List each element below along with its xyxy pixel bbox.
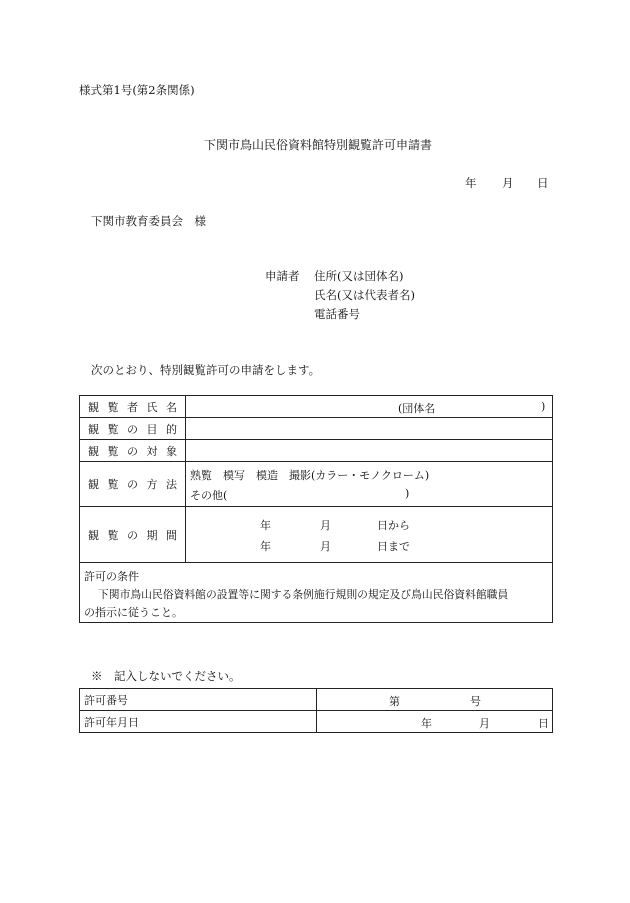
group-name-close: ) [541, 400, 546, 413]
addressee: 下関市教育委員会 様 [91, 214, 206, 228]
date-day: 日 [537, 176, 549, 190]
method-label: 観覧の方法 [80, 462, 186, 507]
permit-go: 号 [470, 695, 481, 708]
method-options: 熟覧 模写 模造 撮影(カラー・モノクローム) [190, 469, 430, 482]
applicant-name: 氏名(又は代表者名) [314, 288, 415, 302]
viewer-name-label: 観覧者氏名 [80, 396, 186, 418]
permit-number-label: 許可番号 [80, 689, 317, 711]
row-permit-date [80, 711, 553, 733]
conditions-text-line1: 下関市鳥山民俗資料館の設置等に関する条例施行規則の規定及び鳥山民俗資料館職員 [98, 588, 509, 601]
period-to-year: 年 [260, 540, 271, 553]
form-number: 様式第1号(第2条関係) [79, 83, 195, 97]
permit-number-cell [317, 689, 553, 711]
method-cell[interactable] [186, 462, 553, 507]
permit-date-year: 年 [421, 717, 432, 730]
permit-date-cell [317, 711, 553, 733]
conditions-label: 許可の条件 [84, 570, 139, 583]
row-method [80, 462, 553, 507]
application-table [79, 395, 553, 623]
period-from-year: 年 [260, 519, 271, 532]
date-year: 年 [465, 176, 477, 190]
permit-dai: 第 [389, 695, 400, 708]
method-other-open: その他( [190, 489, 228, 502]
row-target [80, 440, 553, 462]
period-to-day: 日まで [377, 540, 410, 553]
row-purpose [80, 418, 553, 440]
target-cell[interactable] [186, 440, 553, 462]
method-other-close: ) [405, 487, 410, 500]
applicant-phone: 電話番号 [314, 307, 360, 321]
period-cell[interactable] [186, 507, 553, 563]
purpose-cell[interactable] [186, 418, 553, 440]
row-viewer-name [80, 396, 553, 418]
purpose-label: 観覧の目的 [80, 418, 186, 440]
permit-date-day: 日 [538, 717, 549, 730]
row-period [80, 507, 553, 563]
conditions-text-line2: の指示に従うこと。 [84, 606, 183, 619]
row-permit-number [80, 689, 553, 711]
period-label: 観覧の期間 [80, 507, 186, 563]
intro-text: 次のとおり、特別観覧許可の申請をします。 [91, 363, 321, 377]
date-month: 月 [502, 176, 514, 190]
viewer-name-cell[interactable] [186, 396, 553, 418]
row-conditions [80, 563, 553, 623]
office-use-note: ※ 記入しないでください。 [91, 669, 241, 683]
conditions-cell [80, 563, 553, 623]
permit-date-label: 許可年月日 [80, 711, 317, 733]
period-from-month: 月 [320, 519, 331, 532]
group-name-open: (団体名 [398, 402, 436, 415]
applicant-label: 申請者 [265, 269, 300, 283]
period-to-month: 月 [320, 540, 331, 553]
permit-table [79, 688, 553, 733]
permit-date-month: 月 [479, 717, 490, 730]
page-title: 下関市鳥山民俗資料館特別観覧許可申請書 [204, 138, 433, 152]
applicant-address: 住所(又は団体名) [314, 269, 404, 283]
target-label: 観覧の対象 [80, 440, 186, 462]
period-from-day: 日から [377, 519, 410, 532]
